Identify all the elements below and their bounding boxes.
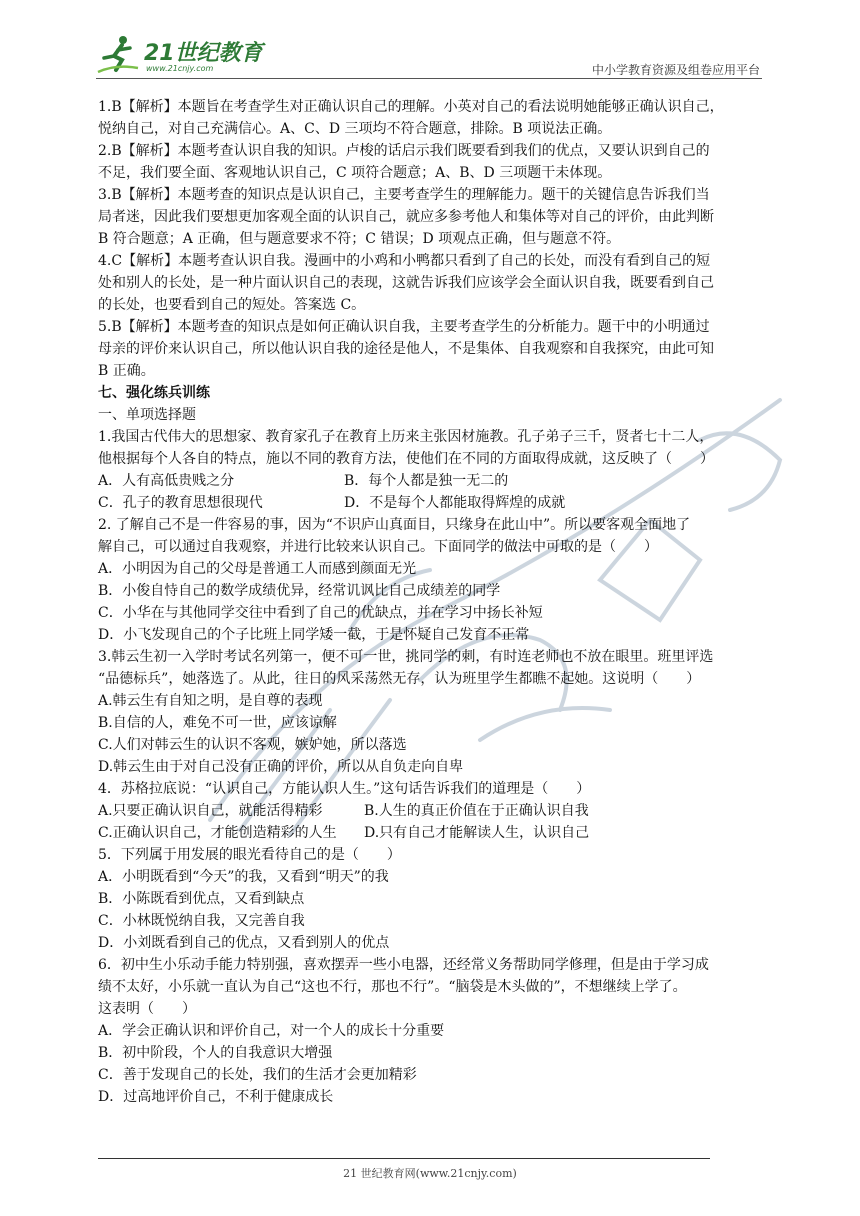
question-3-option: C.人们对韩云生的认识不客观，嫉妒她，所以落选 [98, 737, 407, 753]
answer-line: B 符合题意；A 正确，但与题意要求不符；C 错误；D 项观点正确，但与题意不符。 [98, 231, 621, 247]
logo [96, 30, 266, 80]
question-3-option: B.自信的人，难免不可一世，应该谅解 [98, 715, 337, 731]
question-6-option: C．善于发现自己的长处，我们的生活才会更加精彩 [98, 1067, 417, 1083]
question-6-option: A．学会正确认识和评价自己，对一个人的成长十分重要 [98, 1023, 445, 1039]
question-4-option-c: C.正确认识自己，才能创造精彩的人生 [98, 825, 337, 841]
question-4-option-d: D.只有自己才能解读人生，认识自己 [364, 825, 590, 841]
question-3-stem: 3.韩云生初一入学时考试名列第一，便不可一世，挑同学的刺，有时连老师也不放在眼里。班里评选 [98, 649, 714, 665]
answer-line: 悦纳自己，对自己充满信心。A、C、D 三项均不符合题意，排除。B 项说法正确。 [98, 121, 612, 137]
question-5-option: C．小林既悦纳自我，又完善自我 [98, 913, 305, 929]
answer-line: 母亲的评价来认识自己，所以他认识自我的途径是他人，不是集体、自我观察和自我探究，由此可知 [98, 341, 714, 357]
answer-line: 4.C【解析】本题考查认识自我。漫画中的小鸡和小鸭都只看到了自己的长处，而没有看到自己的短 [98, 253, 711, 269]
question-2-stem: 解自己，可以通过自我观察，并进行比较来认识自己。下面同学的做法中可取的是（ ） [98, 539, 658, 555]
question-2-stem: 2. 了解自己不是一件容易的事，因为“不识庐山真面目，只缘身在此山中”。所以要客观全面地了 [98, 517, 691, 533]
answer-line: 处和别人的长处，是一种片面认识自己的表现，这就告诉我们应该学会全面认识自我，既要看到自己 [98, 275, 714, 291]
question-2-option: A．小明因为自己的父母是普通工人而感到颜面无光 [98, 561, 417, 577]
question-6-stem: 这表明（ ） [98, 1001, 196, 1017]
question-6-stem: 绩不太好，小乐就一直认为自己“这也不行，那也不行”。“脑袋是木头做的”，不想继续上学了。 [98, 979, 687, 995]
question-1-option-b: B．每个人都是独一无二的 [344, 473, 509, 489]
answer-line: 局者迷，因此我们要想更加客观全面的认识自己，就应多参考他人和集体等对自己的评价，由此判断 [98, 209, 714, 225]
logo-text: 21世纪教育 [144, 41, 263, 66]
question-6-option: D．过高地评价自己，不利于健康成长 [98, 1089, 334, 1105]
question-3-stem: “品德标兵”，她落选了。从此，往日的风采荡然无存，认为班里学生都瞧不起她。这说明（ ） [98, 671, 701, 687]
question-5-option: B．小陈既看到优点，又看到缺点 [98, 891, 305, 907]
platform-name: 中小学教育资源及组卷应用平台 [591, 63, 760, 77]
question-2-option: C．小华在与其他同学交往中看到了自己的优缺点，并在学习中扬长补短 [98, 605, 543, 621]
logo-url: www.21cnjy.com [146, 64, 214, 73]
question-1-option-d: D．不是每个人都能取得辉煌的成就 [344, 495, 566, 511]
question-2-option: B．小俊自恃自己的数学成绩优异，经常讥讽比自己成绩差的同学 [98, 583, 501, 599]
question-1-option-a: A．人有高低贵贱之分 [98, 473, 235, 489]
answer-line: 5.B【解析】本题考查的知识点是如何正确认识自我，主要考查学生的分析能力。题干中的小明通过 [98, 319, 710, 335]
answer-line: 1.B【解析】本题旨在考查学生对正确认识自己的理解。小英对自己的看法说明她能够正确认识自己， [98, 99, 724, 115]
page-header [96, 30, 762, 80]
header-divider [96, 78, 762, 79]
footer-divider [98, 1158, 710, 1159]
question-4-option-b: B.人生的真正价值在于正确认识自我 [364, 803, 589, 819]
answer-line: 3.B【解析】本题考查的知识点是认识自己，主要考查学生的理解能力。题干的关键信息告诉我们当 [98, 187, 710, 203]
subsection-title: 一、单项选择题 [98, 407, 196, 423]
answer-line: 2.B【解析】本题考查认识自我的知识。卢梭的话启示我们既要看到我们的优点，又要认识到自己的 [98, 143, 710, 159]
question-4-stem: 4．苏格拉底说：“认识自己，方能认识人生。”这句话告诉我们的道理是（ ） [98, 781, 591, 797]
runner-logo-icon [96, 34, 140, 74]
answer-line: 的长处，也要看到自己的短处。答案选 C。 [98, 297, 366, 313]
question-1-stem: 他根据每个人各自的特点，施以不同的教育方法，使他们在不同的方面取得成就，这反映了（ ） [98, 451, 714, 467]
question-6-stem: 6．初中生小乐动手能力特别强，喜欢摆弄一些小电器，还经常义务帮助同学修理，但是由于学习成 [98, 957, 709, 973]
question-3-option: A.韩云生有自知之明，是自尊的表现 [98, 693, 323, 709]
question-5-option: A．小明既看到“今天”的我，又看到“明天”的我 [98, 869, 389, 885]
question-5-stem: 5．下列属于用发展的眼光看待自己的是（ ） [98, 847, 401, 863]
question-3-option: D.韩云生由于对自己没有正确的评价，所以从自负走向自卑 [98, 759, 464, 775]
question-1-option-c: C．孔子的教育思想很现代 [98, 495, 263, 511]
question-2-option: D．小飞发现自己的个子比班上同学矮一截，于是怀疑自己发育不正常 [98, 627, 530, 643]
question-6-option: B．初中阶段，个人的自我意识大增强 [98, 1045, 333, 1061]
question-5-option: D．小刘既看到自己的优点，又看到别人的优点 [98, 935, 390, 951]
footer-text: 21 世纪教育网(www.21cnjy.com) [343, 1167, 517, 1180]
answer-line: B 正确。 [98, 363, 155, 379]
section-title: 七、强化练兵训练 [98, 385, 210, 401]
question-1-stem: 1.我国古代伟大的思想家、教育家孔子在教育上历来主张因材施教。孔子弟子三千，贤者七十二人， [98, 429, 714, 445]
answer-line: 不足，我们要全面、客观地认识自己，C 项符合题意；A、B、D 三项题干未体现。 [98, 165, 612, 181]
question-4-option-a: A.只要正确认识自己，就能活得精彩 [98, 803, 323, 819]
